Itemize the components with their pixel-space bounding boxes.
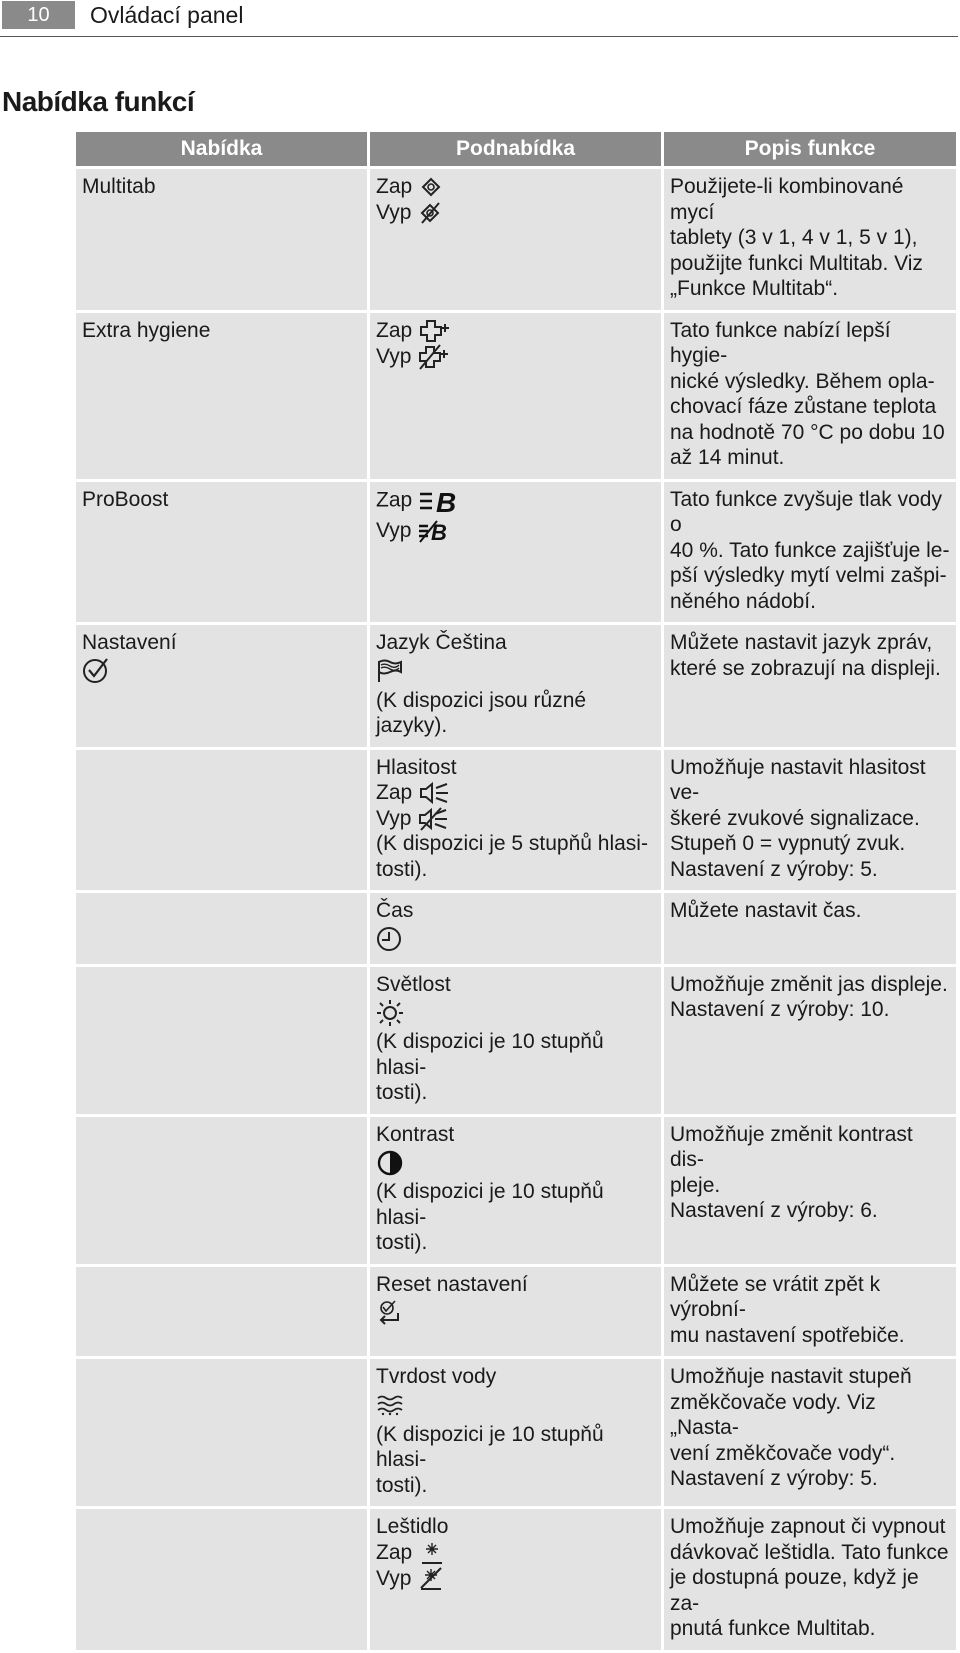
speaker-icon [418,781,450,805]
table-row [76,482,956,623]
page-number: 10 [2,1,75,29]
description-cell: Umožňuje zapnout či vypnout dávkovač leštidla. Tato funkce je dostupná pouze, když je za- pnutá funkce Multitab. [664,1509,956,1650]
table-row [76,967,956,1114]
menu-cell [76,750,367,891]
svg-text:B: B [436,486,457,515]
description-cell: Tato funkce nabízí lepší hygie- nické výsledky. Během opla- chovací fáze zůstane teplota na hodnotě 70 °C po dobu 10 až 14 minut. [664,313,956,479]
description-cell: Můžete nastavit čas. [664,893,956,964]
proboost-icon [418,487,466,515]
submenu-cell: Zap Vyp [370,313,661,479]
submenu-cell: Reset nastavení [370,1267,661,1357]
on-label: Zap [376,175,413,198]
speaker-off-icon [417,807,449,831]
reset-icon [376,1299,402,1325]
function-menu-table [73,129,959,1653]
page-header [0,0,958,37]
submenu-cell: Zap B Vyp B [370,482,661,623]
menu-label: Nastavení [82,631,177,654]
menu-cell [76,1359,367,1506]
off-label: Vyp [376,200,412,224]
menu-label: Multitab [82,175,156,198]
menu-cell [76,313,367,479]
description-cell: Použijete-li kombinované mycí tablety (3 v 1, 4 v 1, 5 v 1), použijte funkci Multitab. Viz „Funkce Multitab“. [664,169,956,310]
clock-icon [376,926,404,952]
description-cell: Umožňuje změnit kontrast dis- pleje. Nastavení z výroby: 6. [664,1117,956,1264]
table-row [76,169,956,310]
table-row [76,1359,956,1506]
menu-cell [76,1509,367,1650]
menu-cell [76,967,367,1114]
flag-icon [376,659,404,683]
table-row [76,1509,956,1650]
submenu-cell: Jazyk Čeština (K dispozici jsou různé jazyky). [370,625,661,747]
submenu-cell: Tvrdost vody (K dispozici je 10 stupňů hlasi- tosti). [370,1359,661,1506]
column-header-menu: Nabídka [76,132,367,166]
hygiene-plus-icon [418,318,452,344]
page-title: Nabídka funkcí [2,86,195,117]
menu-cell [76,1267,367,1357]
table-row [76,1267,956,1357]
description-cell: Umožňuje nastavit stupeň změkčovače vody. Viz „Nasta- vení změkčovače vody“. Nastavení z výroby: 5. [664,1359,956,1506]
water-hardness-icon [376,1393,404,1417]
description-cell: Můžete se vrátit zpět k výrobní- mu nastavení spotřebiče. [664,1267,956,1357]
svg-text:B: B [431,519,448,543]
proboost-off-icon [417,519,453,543]
submenu-cell: Čas [370,893,661,964]
column-header-submenu: Podnabídka [370,132,661,166]
table-row [76,750,956,891]
table-row [76,893,956,964]
menu-cell [76,169,367,310]
description-cell: Můžete nastavit jazyk zpráv, které se zobrazují na displeji. [664,625,956,747]
sun-icon [376,999,404,1027]
column-header-description: Popis funkce [664,132,956,166]
menu-label: Extra hygiene [82,318,211,342]
submenu-cell: Hlasitost Zap Vyp (K dispozici je 5 stupňů hlasi- tosti). [370,750,661,891]
submenu-cell: Leštidlo Zap Vyp [370,1509,661,1650]
submenu-cell: Světlost (K dispozici je 10 stupňů hlasi- tosti). [370,967,661,1114]
menu-cell [76,893,367,964]
table-row [76,1117,956,1264]
menu-cell [76,1117,367,1264]
settings-check-icon [82,656,110,684]
table-header-row [76,132,956,166]
section-title: Ovládací panel [90,2,244,28]
menu-cell [76,482,367,623]
submenu-cell: Kontrast (K dispozici je 10 stupňů hlasi- tosti). [370,1117,661,1264]
hygiene-plus-off-icon [417,344,451,370]
tablet-off-icon [417,201,443,225]
menu-cell [76,625,367,747]
table-row [76,625,956,747]
contrast-icon [376,1149,404,1177]
tablet-icon [418,175,444,199]
description-cell: Tato funkce zvyšuje tlak vody o 40 %. Tato funkce zajišťuje le- pší výsledky mytí velmi zašpi- něného nádobí. [664,482,956,623]
description-cell: Umožňuje nastavit hlasitost ve- škeré zvukové signalizace. Stupeň 0 = vypnutý zvuk. Nastavení z výroby: 5. [664,750,956,891]
description-cell: Umožňuje změnit jas displeje. Nastavení z výroby: 10. [664,967,956,1114]
rinse-aid-icon [418,1540,446,1566]
menu-label: ProBoost [82,487,169,511]
rinse-aid-off-icon [417,1566,445,1592]
table-row [76,313,956,479]
submenu-cell [370,169,661,310]
